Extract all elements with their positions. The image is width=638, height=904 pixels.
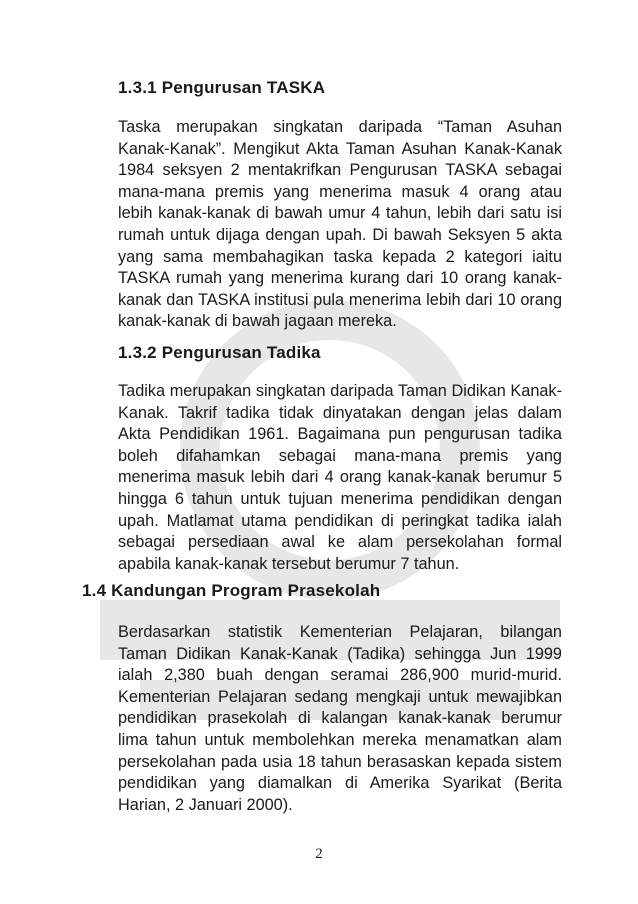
paragraph-tadika: Tadika merupakan singkatan daripada Taman Didikan Kanak-Kanak. Takrif tadika tidak dinyatakan dengan jelas dalam Akta Pendidikan 1961. Bagaimana pun pengurusan tadika boleh difahamkan sebagai mana-mana premis yang menerima masuk lebih dari 4 orang kanak-kanak berumur 5 hingga 6 tahun untuk tujuan menerima pendidikan dengan upah. Matlamat utama pendidikan di peringkat tadika ialah sebagai persediaan awal ke alam persekolahan formal apabila kanak-kanak tersebut berumur 7 tahun. — [118, 382, 562, 573]
page-number: 2 — [315, 846, 323, 862]
paragraph-kandungan: Berdasarkan statistik Kementerian Pelajaran, bilangan Taman Didikan Kanak-Kanak (Tadika) sehingga Jun 1999 ialah 2,380 buah dengan seramai 286,900 murid-murid. Kementerian Pelajaran sedang mengkaji untuk mewajibkan pendidikan prasekolah di kalangan kanak-kanak berumur lima tahun untuk membolehkan mereka menamatkan alam persekolahan pada usia 18 tahun berasaskan kepada sistem pendidikan yang diamalkan di Amerika Syarikat (Berita Harian, 2 Januari 2000). — [118, 623, 562, 814]
heading-pengurusan-taska: 1.3.1 Pengurusan TASKA — [118, 78, 326, 97]
heading-pengurusan-tadika: 1.3.2 Pengurusan Tadika — [118, 343, 321, 362]
heading-kandungan-program: 1.4 Kandungan Program Prasekolah — [82, 581, 381, 600]
paragraph-taska: Taska merupakan singkatan daripada “Taman Asuhan Kanak-Kanak”. Mengikut Akta Taman Asuhan Kanak-Kanak 1984 seksyen 2 mentakrifkan Pengurusan TASKA sebagai mana-mana premis yang menerima masuk 4 orang atau lebih kanak-kanak di bawah umur 4 tahun, lebih dari satu isi rumah untuk dijaga dengan upah. Di bawah Seksyen 5 akta yang sama membahagikan taska kepada 2 kategori iaitu TASKA rumah yang menerima kurang dari 10 orang kanak-kanak dan TASKA institusi pula menerima lebih dari 10 orang kanak-kanak di bawah jagaan mereka. — [118, 118, 562, 331]
